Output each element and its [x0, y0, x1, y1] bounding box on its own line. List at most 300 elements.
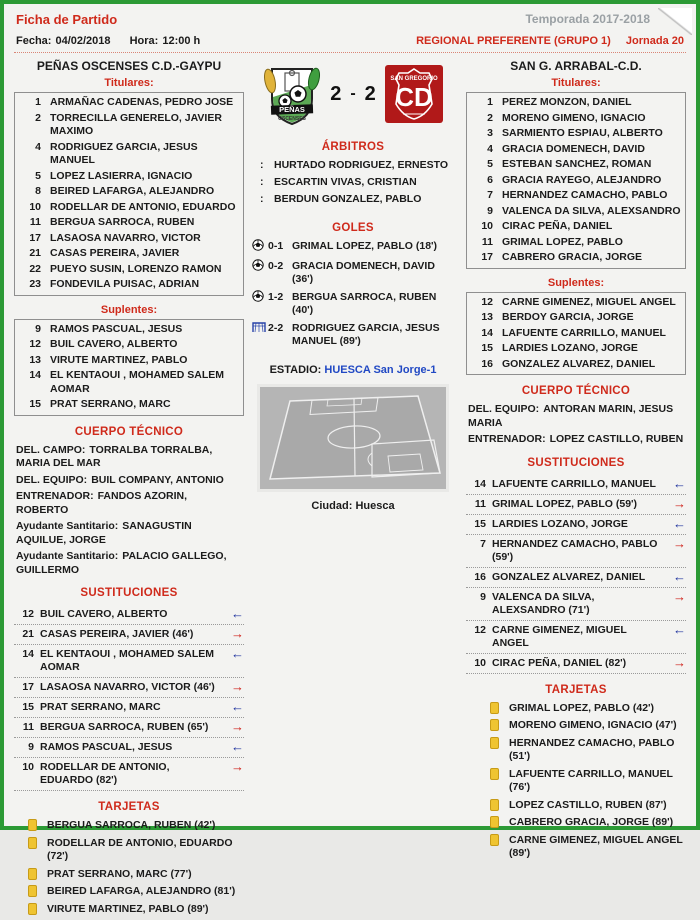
card-row: [490, 719, 686, 733]
player-row: [17, 140, 239, 169]
player-name: CARNE GIMENEZ, MIGUEL ANGEL (89'): [509, 833, 683, 859]
player-number: 10: [474, 656, 486, 669]
stadium-line: [252, 364, 454, 376]
referee-name: BERDUN GONZALEZ, PABLO: [274, 193, 422, 205]
player-name: RAMOS PASCUAL, JESUS: [40, 741, 173, 753]
player-number: 15: [22, 701, 34, 713]
player-name: CARNE GIMENEZ, MIGUEL ANGEL: [502, 295, 676, 308]
away-suplentes-list: [466, 292, 686, 376]
ciudad-label: Ciudad:: [311, 500, 353, 512]
goal-score: 2-2: [268, 322, 284, 334]
player-name: MORENO GIMENO, IGNACIO: [502, 111, 646, 124]
player-row: [17, 169, 239, 185]
player-name: LOPEZ LASIERRA, IGNACIO: [50, 169, 193, 182]
player-name: RAMOS PASCUAL, JESUS: [50, 322, 183, 335]
substitution-row: [14, 738, 244, 758]
substitution-arrow-icon: →: [673, 495, 686, 511]
player-name: EL KENTAOUI , MOHAMED SALEM AOMAR: [50, 369, 225, 395]
player-number: 15: [481, 342, 493, 354]
player-number: 3: [487, 127, 493, 139]
player-number: 12: [474, 623, 486, 636]
substitution-row: [14, 645, 244, 678]
player-name: PEREZ MONZON, DANIEL: [502, 96, 632, 108]
player-name: PRAT SERRANO, MARC: [50, 398, 171, 410]
card-row: [28, 837, 244, 864]
away-team-name: SAN G. ARRABAL-C.D.: [510, 59, 642, 73]
player-row: [17, 215, 239, 231]
yellow-card-icon: [490, 719, 499, 731]
player-number: 11: [22, 721, 34, 733]
player-number: 9: [35, 322, 41, 335]
substitution-row: [466, 475, 686, 495]
substitution-arrow-icon: ←: [231, 646, 244, 661]
player-number: 7: [480, 537, 486, 550]
goal-score: 0-2: [268, 260, 284, 272]
player-number: 9: [28, 741, 34, 753]
player-name: LAFUENTE CARRILLO, MANUEL: [492, 477, 656, 490]
player-row: [17, 337, 239, 353]
player-name: GRACIA RAYEGO, ALEJANDRO: [502, 173, 662, 186]
player-name: ARMAÑAC CADENAS, PEDRO JOSE: [50, 96, 234, 108]
player-name: VALENCA DA SILVA, ALEXSANDRO (71'): [492, 590, 595, 616]
player-row: [469, 126, 681, 142]
player-name: BUIL CAVERO, ALBERTO: [50, 338, 178, 350]
player-row: [17, 111, 239, 140]
substitution-arrow-icon: →: [231, 719, 244, 734]
yellow-card-icon: [490, 816, 499, 828]
ciudad-value: Huesca: [355, 500, 395, 512]
home-suplentes-label: Suplentes:: [100, 303, 158, 316]
home-cards-list: [14, 819, 244, 916]
player-row: [17, 277, 239, 293]
staff-row: [16, 550, 242, 577]
player-number: 10: [29, 200, 41, 213]
player-name: BERGUA SARROCA, RUBEN (42'): [47, 819, 216, 831]
home-staff-header: CUERPO TÉCNICO: [74, 425, 184, 438]
goal-scorer: BERGUA SARROCA, RUBEN (40'): [292, 291, 437, 316]
player-row: [17, 200, 239, 216]
player-name: LOPEZ CASTILLO, RUBEN (87'): [509, 798, 667, 811]
player-number: 16: [481, 357, 493, 370]
player-number: 9: [487, 204, 493, 217]
estadio-label: ESTADIO:: [269, 364, 322, 376]
goal-net-icon: [252, 321, 266, 333]
hora-value: 12:00 h: [162, 35, 201, 47]
player-row: [17, 262, 239, 278]
away-team-logo: [385, 64, 443, 124]
substitution-row: [466, 621, 686, 654]
staff-role-label: DEL. EQUIPO:: [16, 473, 88, 486]
goals-list: [252, 240, 454, 348]
home-team-logo: [263, 61, 321, 127]
player-number: 21: [22, 628, 34, 640]
goal-scorer: GRIMAL LOPEZ, PABLO (18'): [292, 240, 438, 252]
home-substitutions-header: SUSTITUCIONES: [80, 587, 178, 599]
player-name: GRIMAL LOPEZ, PABLO: [502, 235, 623, 248]
player-name: HERNANDEZ CAMACHO, PABLO: [502, 189, 668, 201]
center-column: [244, 57, 462, 920]
player-name: ESTEBAN SANCHEZ, ROMAN: [502, 158, 652, 170]
player-row: [17, 184, 239, 200]
player-name: GRIMAL LOPEZ, PABLO (59'): [492, 497, 638, 510]
staff-person-name: PALACIO GALLEGO, GUILLERMO: [16, 550, 227, 576]
substitution-arrow-icon: →: [231, 759, 244, 774]
yellow-card-icon: [490, 799, 499, 811]
substitution-row: [466, 654, 686, 674]
referees-header: ÁRBITROS: [321, 141, 385, 153]
home-staff-list: [14, 444, 244, 578]
card-row: [490, 834, 686, 861]
home-logo-subtext: OSCENSES: [278, 116, 307, 122]
away-cards-header: TARJETAS: [545, 683, 607, 696]
away-staff-list: [466, 403, 686, 447]
substitution-row: [14, 605, 244, 625]
page-corner-fold-icon[interactable]: [658, 8, 692, 35]
card-row: [490, 768, 686, 795]
player-number: 23: [29, 278, 41, 290]
substitution-arrow-icon: ←: [673, 515, 686, 531]
player-number: 5: [35, 169, 41, 182]
player-number: 11: [29, 216, 41, 228]
competition-info: [416, 35, 684, 47]
player-row: [17, 397, 239, 413]
player-row: [469, 295, 681, 311]
staff-row: [468, 433, 684, 447]
away-logo-arc-text: SAN GREGORIO: [390, 76, 438, 82]
player-name: VIRUTE MARTINEZ, PABLO (89'): [47, 902, 209, 915]
player-number: 10: [481, 220, 493, 232]
player-name: FONDEVILA PUISAC, ADRIAN: [50, 278, 200, 290]
header: [14, 10, 686, 27]
player-name: SARMIENTO ESPIAU, ALBERTO: [502, 127, 663, 139]
substitution-row: [14, 758, 244, 791]
card-row: [490, 816, 686, 830]
card-row: [28, 868, 244, 882]
home-suplentes-list: [14, 319, 244, 416]
player-name: GRIMAL LOPEZ, PABLO (42'): [509, 701, 655, 714]
goals-header: GOLES: [332, 222, 374, 234]
away-logo-initials: CD: [395, 82, 433, 112]
yellow-card-icon: [28, 819, 37, 831]
goal-score: 0-1: [268, 240, 284, 252]
substitution-row: [466, 495, 686, 515]
player-number: 11: [474, 497, 486, 510]
staff-row: [16, 490, 242, 517]
card-row: [490, 737, 686, 764]
yellow-card-icon: [490, 737, 499, 749]
staff-role-label: Ayudante Santitario:: [16, 520, 119, 532]
date-time: [16, 35, 216, 47]
player-row: [469, 111, 681, 127]
staff-person-name: ANTORAN MARIN, JESUS MARIA: [468, 403, 674, 429]
player-row: [17, 246, 239, 262]
player-name: PRAT SERRANO, MARC: [40, 701, 161, 713]
referees-list: [252, 159, 454, 206]
substitution-arrow-icon: →: [673, 588, 686, 604]
goal-row: [252, 260, 454, 286]
away-staff-header: CUERPO TÉCNICO: [521, 385, 631, 397]
substitution-arrow-icon: →: [673, 535, 686, 551]
home-titulares-list: [14, 92, 244, 296]
player-number: 1: [35, 96, 41, 108]
referee-prefix: :: [260, 176, 264, 188]
card-row: [490, 799, 686, 813]
staff-person-name: BUIL COMPANY, ANTONIO: [91, 473, 224, 486]
card-row: [490, 702, 686, 716]
player-row: [469, 188, 681, 204]
player-row: [469, 326, 681, 342]
player-name: CABRERO GRACIA, JORGE: [502, 251, 643, 263]
referee-name: HURTADO RODRIGUEZ, ERNESTO: [274, 159, 449, 171]
goal-score: 1-2: [268, 291, 284, 303]
away-score: 2: [364, 82, 376, 105]
player-number: 12: [29, 338, 41, 350]
player-number: 13: [481, 311, 493, 323]
city-line: [252, 500, 454, 512]
player-name: GONZALEZ ALVAREZ, DANIEL: [492, 570, 646, 583]
staff-row: [468, 403, 684, 430]
player-name: LASAOSA NAVARRO, VICTOR: [50, 231, 201, 244]
player-name: RODRIGUEZ GARCIA, JESUS MANUEL: [50, 140, 198, 166]
substitution-row: [466, 535, 686, 568]
player-number: 17: [29, 231, 41, 244]
player-number: 17: [22, 681, 34, 693]
player-name: BEIRED LAFARGA, ALEJANDRO (81'): [47, 885, 236, 897]
player-name: CIRAC PEÑA, DANIEL: [502, 220, 613, 232]
goal-scorer: RODRIGUEZ GARCIA, JESUS MANUEL (89'): [292, 322, 440, 347]
player-name: GONZALEZ ALVAREZ, DANIEL: [502, 357, 656, 370]
hora-label: Hora:: [129, 35, 159, 47]
referee-row: [260, 176, 454, 189]
player-number: 2: [35, 111, 41, 124]
jornada-label: Jornada 20: [625, 35, 684, 47]
staff-row: [16, 520, 242, 547]
page-title: Ficha de Partido: [16, 12, 118, 27]
yellow-card-icon: [28, 837, 37, 849]
home-team-column: [14, 57, 244, 920]
player-name: BUIL CAVERO, ALBERTO: [40, 608, 168, 620]
player-row: [469, 204, 681, 220]
soccer-ball-icon: [252, 290, 264, 302]
player-row: [469, 357, 681, 373]
player-number: 10: [22, 761, 34, 773]
fecha-value: 04/02/2018: [55, 35, 111, 47]
player-name: PRAT SERRANO, MARC (77'): [47, 867, 192, 880]
player-name: CASAS PEREIRA, JAVIER: [50, 247, 180, 259]
player-name: HERNANDEZ CAMACHO, PABLO (59'): [492, 537, 658, 563]
player-number: 14: [481, 326, 493, 339]
player-name: CARNE GIMENEZ, MIGUEL ANGEL: [492, 623, 627, 649]
player-row: [469, 250, 681, 266]
player-row: [17, 368, 239, 397]
player-number: 9: [480, 590, 486, 603]
player-number: 8: [35, 185, 41, 197]
card-row: [28, 819, 244, 833]
staff-row: [16, 474, 242, 488]
player-number: 5: [487, 158, 493, 170]
substitution-arrow-icon: →: [673, 654, 686, 670]
substitution-arrow-icon: ←: [673, 568, 686, 584]
staff-person-name: LOPEZ CASTILLO, RUBEN: [549, 433, 684, 445]
player-row: [469, 95, 681, 111]
home-logo-text: PEÑAS: [279, 105, 306, 114]
player-name: LARDIES LOZANO, JORGE: [502, 342, 638, 354]
player-number: 14: [22, 648, 34, 660]
home-substitutions-list: [14, 605, 244, 791]
substitution-arrow-icon: ←: [673, 621, 686, 637]
substitution-arrow-icon: ←: [231, 699, 244, 714]
soccer-ball-icon: [252, 239, 264, 251]
player-name: CIRAC PEÑA, DANIEL (82'): [492, 656, 627, 669]
player-name: MORENO GIMENO, IGNACIO (47'): [509, 719, 677, 731]
staff-role-label: ENTRENADOR:: [468, 433, 546, 445]
yellow-card-icon: [490, 834, 499, 846]
yellow-card-icon: [490, 702, 499, 714]
competition-name: REGIONAL PREFERENTE (GRUPO 1): [416, 35, 611, 47]
player-row: [469, 310, 681, 326]
soccer-ball-icon: [252, 259, 264, 271]
estadio-link[interactable]: HUESCA San Jorge-1: [324, 364, 437, 376]
yellow-card-icon: [28, 885, 37, 897]
substitution-arrow-icon: ←: [673, 475, 686, 491]
substitution-row: [466, 588, 686, 621]
season-label: Temporada 2017-2018: [525, 12, 650, 26]
referee-row: [260, 159, 454, 172]
player-number: 15: [29, 398, 41, 410]
fecha-label: Fecha:: [16, 35, 52, 47]
player-name: CABRERO GRACIA, JORGE (89'): [509, 816, 674, 828]
player-number: 13: [29, 353, 41, 366]
staff-person-name: SANAGUSTIN AQUILUE, JORGE: [16, 520, 192, 546]
player-row: [17, 231, 239, 247]
substitution-arrow-icon: →: [231, 679, 244, 694]
player-row: [469, 157, 681, 173]
player-number: 14: [474, 477, 486, 490]
player-number: 16: [474, 570, 486, 583]
staff-role-label: DEL. CAMPO:: [16, 443, 86, 456]
substitution-row: [466, 568, 686, 588]
away-team-column: [462, 57, 686, 920]
player-name: BERDOY GARCIA, JORGE: [502, 311, 634, 323]
yellow-card-icon: [28, 903, 37, 915]
meta-row: [14, 35, 686, 53]
player-row: [469, 173, 681, 189]
player-name: VALENCA DA SILVA, ALEXSANDRO: [502, 204, 681, 217]
player-name: HERNANDEZ CAMACHO, PABLO (51'): [509, 736, 675, 762]
goal-row: [252, 240, 454, 255]
substitution-row: [14, 625, 244, 645]
player-row: [17, 353, 239, 369]
away-substitutions-list: [466, 475, 686, 674]
home-cards-header: TARJETAS: [98, 801, 160, 813]
player-name: RODELLAR DE ANTONIO, EDUARDO: [50, 200, 236, 213]
player-name: BERGUA SARROCA, RUBEN (65'): [40, 721, 209, 733]
player-number: 17: [481, 251, 493, 263]
player-row: [17, 322, 239, 338]
player-row: [469, 341, 681, 357]
substitution-arrow-icon: ←: [231, 739, 244, 754]
substitution-arrow-icon: ←: [231, 606, 244, 621]
home-team-name: PEÑAS OSCENSES C.D.-GAYPU: [36, 59, 222, 73]
staff-role-label: Ayudante Santitario:: [16, 550, 119, 562]
staff-role-label: DEL. EQUIPO:: [468, 403, 540, 415]
goal-row: [252, 322, 454, 348]
player-name: GRACIA DOMENECH, DAVID: [502, 142, 645, 155]
player-number: 12: [481, 295, 493, 308]
substitution-row: [466, 515, 686, 535]
player-name: LAFUENTE CARRILLO, MANUEL: [502, 326, 666, 339]
away-titulares-label: Titulares:: [551, 77, 601, 89]
player-number: 6: [487, 173, 493, 186]
away-cards-list: [466, 702, 686, 861]
substitution-row: [14, 678, 244, 698]
player-number: 15: [474, 517, 486, 530]
player-name: LASAOSA NAVARRO, VICTOR (46'): [40, 681, 215, 693]
staff-person-name: TORRALBA TORRALBA, MARIA DEL MAR: [16, 443, 213, 469]
card-row: [28, 903, 244, 917]
player-name: LARDIES LOZANO, JORGE: [492, 517, 628, 530]
yellow-card-icon: [28, 868, 37, 880]
player-name: BERGUA SARROCA, RUBEN: [50, 216, 195, 228]
referee-row: [260, 193, 454, 206]
player-row: [17, 95, 239, 111]
player-number: 4: [487, 142, 493, 155]
player-number: 4: [35, 140, 41, 153]
player-number: 7: [487, 189, 493, 201]
player-number: 22: [29, 262, 41, 275]
player-number: 11: [481, 235, 493, 248]
goal-row: [252, 291, 454, 317]
player-row: [469, 235, 681, 251]
content-columns: [14, 57, 686, 920]
substitution-arrow-icon: →: [231, 626, 244, 641]
referee-prefix: :: [260, 159, 264, 171]
card-row: [28, 885, 244, 899]
player-number: 14: [29, 369, 41, 381]
referee-name: ESCARTIN VIVAS, CRISTIAN: [274, 176, 417, 188]
substitution-row: [14, 718, 244, 738]
staff-role-label: ENTRENADOR:: [16, 490, 94, 502]
score-row: [252, 61, 454, 127]
goal-scorer: GRACIA DOMENECH, DAVID (36'): [292, 260, 435, 285]
player-number: 21: [29, 247, 41, 259]
player-row: [469, 142, 681, 158]
player-name: PUEYO SUSIN, LORENZO RAMON: [50, 262, 222, 275]
player-row: [469, 219, 681, 235]
yellow-card-icon: [490, 768, 499, 780]
away-titulares-list: [466, 92, 686, 269]
score-separator: -: [350, 85, 356, 102]
player-name: RODELLAR DE ANTONIO, EDUARDO (82'): [40, 761, 170, 786]
away-substitutions-header: SUSTITUCIONES: [527, 456, 625, 469]
home-titulares-label: Titulares:: [104, 77, 154, 89]
player-name: RODELLAR DE ANTONIO, EDUARDO (72'): [47, 836, 233, 862]
staff-person-name: FANDOS AZORIN, ROBERTO: [16, 490, 188, 516]
substitution-row: [14, 698, 244, 718]
away-suplentes-label: Suplentes:: [547, 276, 605, 289]
player-name: CASAS PEREIRA, JAVIER (46'): [40, 628, 194, 640]
home-score: 2: [330, 82, 342, 105]
player-name: EL KENTAOUI , MOHAMED SALEM AOMAR: [40, 648, 215, 673]
player-number: 2: [487, 111, 493, 124]
player-name: BEIRED LAFARGA, ALEJANDRO: [50, 185, 215, 197]
player-number: 12: [22, 608, 34, 620]
player-name: LAFUENTE CARRILLO, MANUEL (76'): [509, 767, 673, 793]
stadium-pitch-image: [257, 384, 449, 492]
player-name: VIRUTE MARTINEZ, PABLO: [50, 353, 188, 366]
player-name: TORRECILLA GENERELO, JAVIER MAXIMO: [50, 111, 222, 137]
player-number: 1: [487, 96, 493, 108]
